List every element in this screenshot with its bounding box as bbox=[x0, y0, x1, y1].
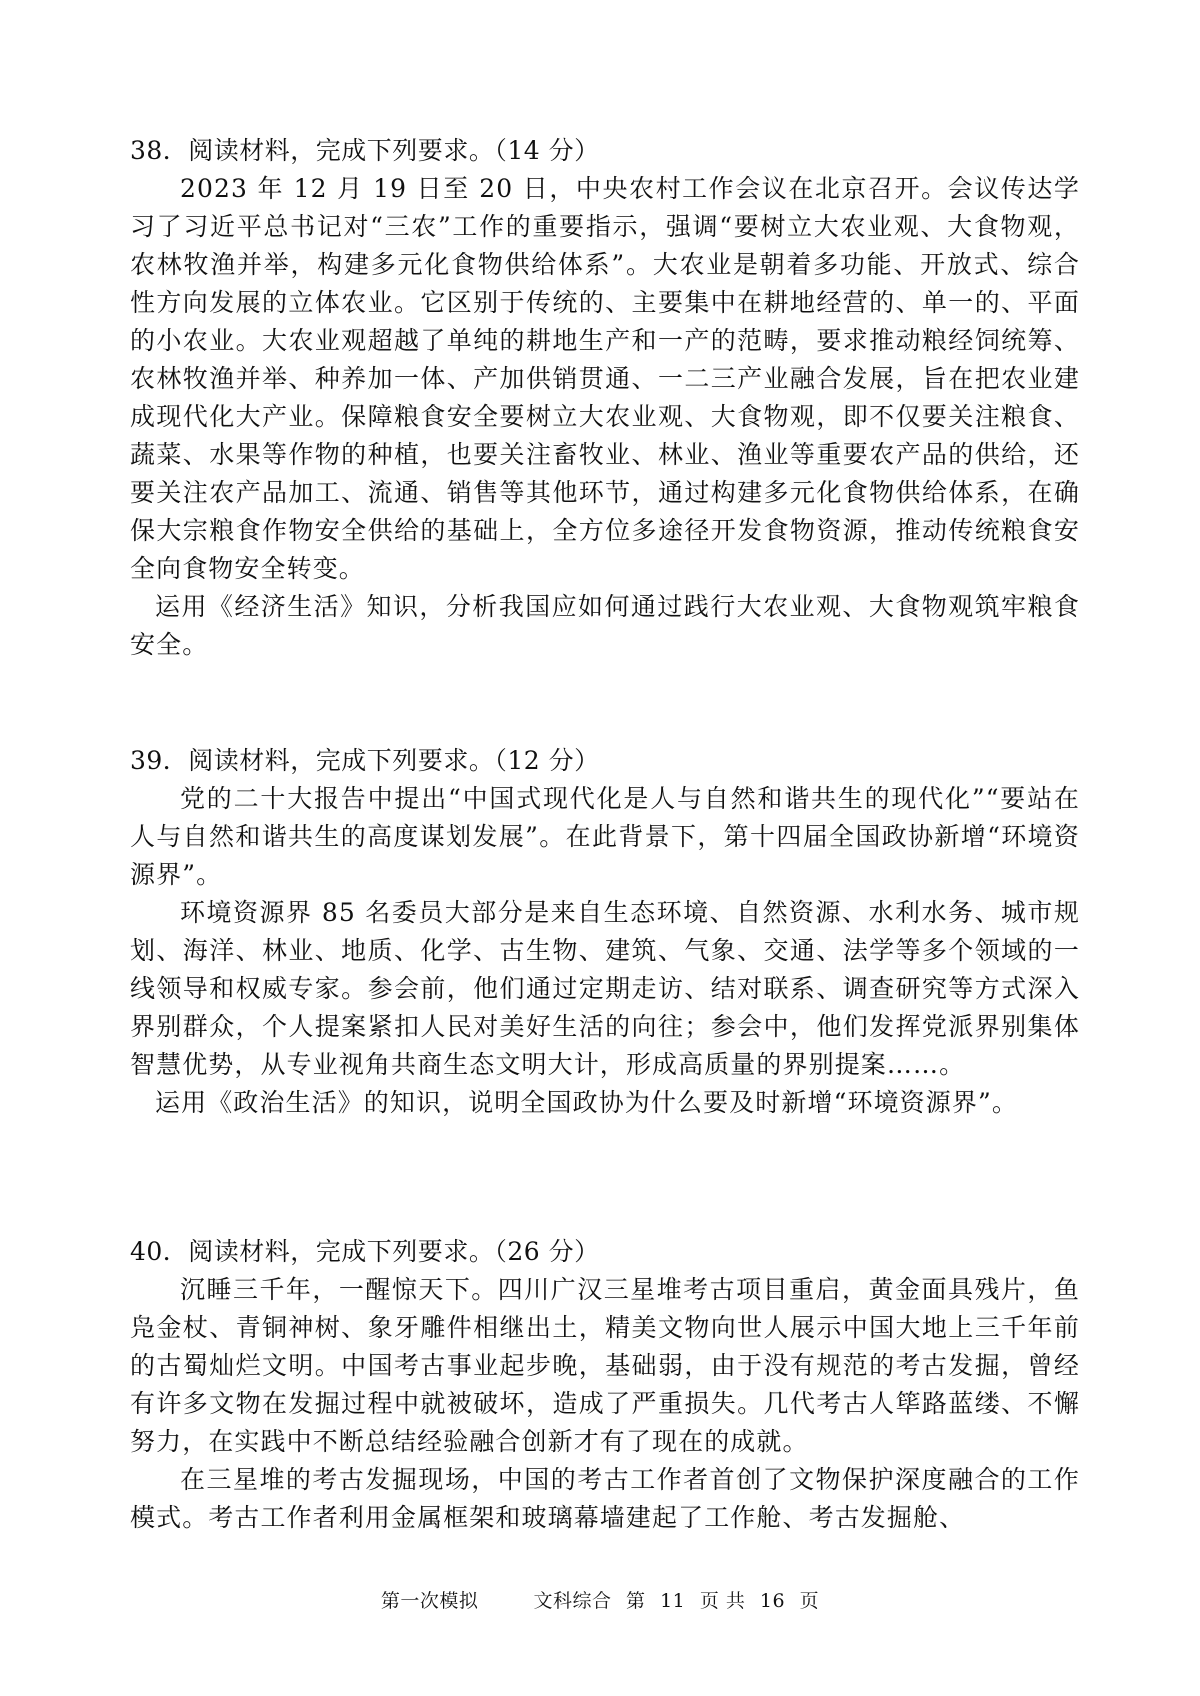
question-39-task: 运用《政治生活》的知识，说明全国政协为什么要及时新增“环境资源界”。 bbox=[155, 1088, 1018, 1117]
question-39 bbox=[130, 742, 1080, 1122]
question-38-task: 运用《经济生活》知识，分析我国应如何通过践行大农业观、大食物观筑牢粮食安全。 bbox=[130, 592, 1080, 659]
footer-subject: 文科综合 bbox=[533, 1590, 612, 1612]
question-40-material-1: 沉睡三千年，一醒惊天下。四川广汉三星堆考古项目重启，黄金面具残片，鱼凫金杖、青铜神树、象牙雕件相继出土，精美文物向世人展示中国大地上三千年前的古蜀灿烂文明。中国考古事业起步晚，基础弱，由于没有规范的考古发掘，曾经有许多文物在发掘过程中就被破坏，造成了严重损失。几代考古人筚路蓝缕、不懈努力，在实践中不断总结经验融合创新才有了现在的成就。 bbox=[130, 1275, 1080, 1456]
question-40-material-2: 在三星堆的考古发掘现场，中国的考古工作者首创了文物保护深度融合的工作模式。考古工作者利用金属框架和玻璃幕墙建起了工作舱、考古发掘舱、 bbox=[130, 1465, 1080, 1532]
footer-page-current: 11 bbox=[660, 1590, 686, 1612]
footer-page-prefix: 第 bbox=[626, 1590, 646, 1612]
question-39-title: 39．阅读材料，完成下列要求。（12 分） bbox=[130, 746, 600, 775]
footer-page-total: 16 bbox=[759, 1590, 786, 1612]
question-38 bbox=[130, 132, 1080, 664]
question-39-material-2: 环境资源界 85 名委员大部分是来自生态环境、自然资源、水利水务、城市规划、海洋、林业、地质、化学、古生物、建筑、气象、交通、法学等多个领域的一线领导和权威专家。参会前，他们通过定期走访、结对联系、调查研究等方式深入界别群众，个人提案紧扣人民对美好生活的向往；参会中，他们发挥党派界别集体智慧优势，从专业视角共商生态文明大计，形成高质量的界别提案……。 bbox=[130, 898, 1080, 1079]
page-footer bbox=[0, 1588, 1200, 1614]
footer-page-mid: 页 共 bbox=[699, 1590, 746, 1612]
footer-page-suffix: 页 bbox=[799, 1590, 820, 1612]
question-38-material: 2023 年 12 月 19 日至 20 日，中央农村工作会议在北京召开。会议传达学习了习近平总书记对“三农”工作的重要指示，强调“要树立大农业观、大食物观，农林牧渔并举，构建多元化食物供给体系”。大农业是朝着多功能、开放式、综合性方向发展的立体农业。它区别于传统的、主要集中在耕地经营的、单一的、平面的小农业。大农业观超越了单纯的耕地生产和一产的范畴，要求推动粮经饲统筹、农林牧渔并举、种养加一体、产加供销贯通、一二三产业融合发展，旨在把农业建成现代化大产业。保障粮食安全要树立大农业观、大食物观，即不仅要关注粮食、蔬菜、水果等作物的种植，也要关注畜牧业、林业、渔业等重要农产品的供给，还要关注农产品加工、流通、销售等其他环节，通过构建多元化食物供给体系，在确保大宗粮食作物安全供给的基础上，全方位多途径开发食物资源，推动传统粮食安全向食物安全转变。 bbox=[130, 174, 1080, 583]
question-38-title: 38．阅读材料，完成下列要求。（14 分） bbox=[130, 136, 600, 165]
footer-exam-name: 第一次模拟 bbox=[380, 1590, 479, 1612]
question-39-material-1: 党的二十大报告中提出“中国式现代化是人与自然和谐共生的现代化”“要站在人与自然和谐共生的高度谋划发展”。在此背景下，第十四届全国政协新增“环境资源界”。 bbox=[130, 784, 1080, 889]
question-40 bbox=[130, 1233, 1080, 1537]
question-40-title: 40．阅读材料，完成下列要求。（26 分） bbox=[130, 1237, 600, 1266]
